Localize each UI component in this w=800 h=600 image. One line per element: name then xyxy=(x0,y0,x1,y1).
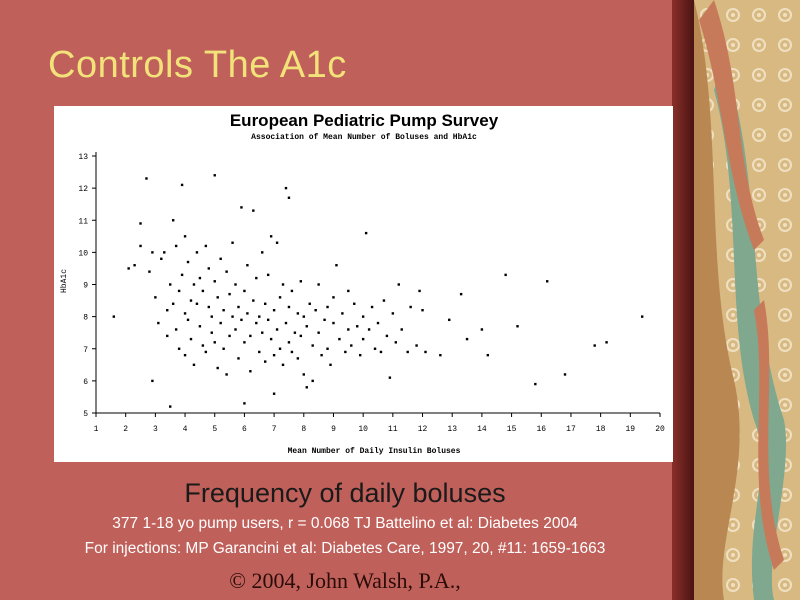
data-point xyxy=(395,341,397,343)
data-point xyxy=(341,312,343,314)
data-point xyxy=(276,328,278,330)
data-point xyxy=(196,303,198,305)
data-point xyxy=(359,354,361,356)
data-point xyxy=(169,283,171,285)
data-point xyxy=(285,187,287,189)
x-tick-label: 11 xyxy=(388,425,398,434)
data-point xyxy=(166,335,168,337)
x-tick-label: 16 xyxy=(536,425,547,434)
x-tick-label: 10 xyxy=(358,425,368,434)
data-point xyxy=(564,373,566,375)
data-point xyxy=(261,331,263,333)
data-point xyxy=(593,344,595,346)
data-point xyxy=(231,242,233,244)
data-point xyxy=(273,393,275,395)
data-point xyxy=(211,315,213,317)
data-point xyxy=(356,325,358,327)
data-point xyxy=(113,315,115,317)
data-point xyxy=(326,306,328,308)
data-point xyxy=(184,235,186,237)
data-point xyxy=(460,293,462,295)
data-point xyxy=(234,328,236,330)
y-tick-label: 10 xyxy=(78,249,88,259)
data-point xyxy=(409,306,411,308)
data-point xyxy=(389,376,391,378)
data-point xyxy=(386,335,388,337)
x-tick-label: 1 xyxy=(93,425,99,434)
data-point xyxy=(243,290,245,292)
decorative-side-panel xyxy=(694,0,800,600)
data-point xyxy=(139,245,141,247)
data-point xyxy=(276,242,278,244)
data-point xyxy=(190,299,192,301)
data-point xyxy=(214,280,216,282)
data-point xyxy=(288,197,290,199)
data-point xyxy=(317,283,319,285)
data-point xyxy=(187,319,189,321)
data-point xyxy=(208,306,210,308)
data-point xyxy=(365,232,367,234)
data-point xyxy=(181,274,183,276)
data-point xyxy=(362,338,364,340)
x-tick-label: 4 xyxy=(182,425,188,434)
data-point xyxy=(258,351,260,353)
data-point xyxy=(320,354,322,356)
x-tick-label: 13 xyxy=(447,425,458,434)
data-point xyxy=(311,380,313,382)
data-point xyxy=(371,306,373,308)
y-tick-label: 12 xyxy=(78,185,88,195)
data-point xyxy=(329,364,331,366)
data-point xyxy=(347,290,349,292)
y-tick-label: 11 xyxy=(78,217,88,227)
data-point xyxy=(294,331,296,333)
y-tick-label: 6 xyxy=(83,377,88,387)
data-point xyxy=(148,270,150,272)
data-point xyxy=(175,328,177,330)
data-point xyxy=(243,341,245,343)
data-point xyxy=(249,335,251,337)
data-point xyxy=(326,348,328,350)
data-point xyxy=(225,373,227,375)
data-point xyxy=(237,306,239,308)
y-tick-label: 8 xyxy=(83,313,88,323)
data-point xyxy=(504,274,506,276)
data-point xyxy=(297,357,299,359)
data-point xyxy=(252,299,254,301)
data-point xyxy=(240,206,242,208)
caption-main: Frequency of daily boluses xyxy=(184,478,506,508)
data-point xyxy=(166,309,168,311)
data-point xyxy=(516,325,518,327)
data-point xyxy=(291,351,293,353)
data-point xyxy=(605,341,607,343)
data-point xyxy=(133,264,135,266)
data-point xyxy=(282,364,284,366)
data-point xyxy=(303,373,305,375)
data-point xyxy=(264,303,266,305)
slide-edge-shadow xyxy=(672,0,694,600)
data-point xyxy=(219,258,221,260)
x-axis-label: Mean Number of Daily Insulin Boluses xyxy=(287,447,461,456)
data-point xyxy=(222,309,224,311)
data-point xyxy=(184,354,186,356)
data-point xyxy=(196,251,198,253)
data-point xyxy=(228,335,230,337)
data-point xyxy=(270,235,272,237)
data-point xyxy=(353,303,355,305)
x-tick-label: 15 xyxy=(506,425,517,434)
data-point xyxy=(199,325,201,327)
data-point xyxy=(178,290,180,292)
scatter-chart xyxy=(54,106,673,462)
data-point xyxy=(214,174,216,176)
data-point xyxy=(279,348,281,350)
data-point xyxy=(237,357,239,359)
data-point xyxy=(285,322,287,324)
data-point xyxy=(172,219,174,221)
x-tick-label: 19 xyxy=(625,425,636,434)
x-tick-label: 12 xyxy=(417,425,428,434)
data-point xyxy=(288,341,290,343)
data-point xyxy=(424,351,426,353)
data-point xyxy=(222,348,224,350)
data-point xyxy=(261,251,263,253)
data-point xyxy=(317,331,319,333)
data-point xyxy=(151,380,153,382)
data-point xyxy=(187,261,189,263)
data-point xyxy=(641,315,643,317)
y-tick-label: 7 xyxy=(83,345,88,355)
x-tick-label: 17 xyxy=(566,425,576,434)
data-point xyxy=(466,338,468,340)
data-point xyxy=(418,290,420,292)
chart-subtitle: Association of Mean Number of Boluses and HbA1c xyxy=(251,133,477,142)
data-point xyxy=(374,348,376,350)
data-point xyxy=(332,296,334,298)
data-point xyxy=(151,251,153,253)
data-point xyxy=(181,184,183,186)
data-point xyxy=(323,319,325,321)
data-point xyxy=(246,264,248,266)
data-point xyxy=(217,296,219,298)
data-point xyxy=(332,322,334,324)
x-tick-label: 2 xyxy=(123,425,129,434)
data-point xyxy=(546,280,548,282)
data-point xyxy=(306,386,308,388)
x-tick-label: 5 xyxy=(212,425,218,434)
data-point xyxy=(178,348,180,350)
data-point xyxy=(288,306,290,308)
slide-title: Controls The A1c xyxy=(48,44,347,86)
data-point xyxy=(157,322,159,324)
data-point xyxy=(264,360,266,362)
data-point xyxy=(193,364,195,366)
x-tick-label: 14 xyxy=(477,425,487,434)
data-point xyxy=(217,367,219,369)
data-point xyxy=(481,328,483,330)
y-tick-label: 5 xyxy=(83,410,88,419)
data-point xyxy=(421,309,423,311)
data-point xyxy=(246,312,248,314)
data-point xyxy=(448,319,450,321)
x-tick-label: 7 xyxy=(271,425,277,434)
data-point xyxy=(303,315,305,317)
data-point xyxy=(205,245,207,247)
chart-container xyxy=(54,106,673,462)
data-point xyxy=(169,405,171,407)
data-point xyxy=(439,354,441,356)
copyright-notice: © 2004, John Walsh, P.A., xyxy=(229,568,461,593)
caption-study-info: 377 1-18 yo pump users, r = 0.068 TJ Battelino et al: Diabetes 2004 xyxy=(112,515,578,532)
data-point xyxy=(273,354,275,356)
data-point xyxy=(335,264,337,266)
data-point xyxy=(309,303,311,305)
data-point xyxy=(154,296,156,298)
data-point xyxy=(279,296,281,298)
data-point xyxy=(145,177,147,179)
data-point xyxy=(306,325,308,327)
data-point xyxy=(300,280,302,282)
data-point xyxy=(344,351,346,353)
data-point xyxy=(243,402,245,404)
data-point xyxy=(172,303,174,305)
data-point xyxy=(202,344,204,346)
data-point xyxy=(311,344,313,346)
data-point xyxy=(267,319,269,321)
data-point xyxy=(297,312,299,314)
data-point xyxy=(314,309,316,311)
data-point xyxy=(267,274,269,276)
data-point xyxy=(219,322,221,324)
data-point xyxy=(338,338,340,340)
data-point xyxy=(362,315,364,317)
data-point xyxy=(282,283,284,285)
data-point xyxy=(291,290,293,292)
data-point xyxy=(199,277,201,279)
data-point xyxy=(240,319,242,321)
data-point xyxy=(228,293,230,295)
data-point xyxy=(377,322,379,324)
data-point xyxy=(214,341,216,343)
caption-injection-reference: For injections: MP Garancini et al: Diabetes Care, 1997, 20, #11: 1659-1663 xyxy=(84,540,606,557)
data-point xyxy=(175,245,177,247)
data-point xyxy=(415,344,417,346)
data-point xyxy=(193,283,195,285)
data-point xyxy=(231,315,233,317)
chart-axes xyxy=(78,152,665,434)
data-point xyxy=(347,328,349,330)
y-tick-label: 13 xyxy=(78,153,88,162)
chart-title: European Pediatric Pump Survey xyxy=(229,111,499,130)
x-tick-label: 8 xyxy=(301,425,307,434)
data-point xyxy=(273,309,275,311)
data-point xyxy=(255,277,257,279)
data-point xyxy=(249,370,251,372)
data-point xyxy=(184,312,186,314)
x-tick-label: 9 xyxy=(331,425,336,434)
data-point xyxy=(208,267,210,269)
data-point xyxy=(380,351,382,353)
data-point xyxy=(252,209,254,211)
data-points xyxy=(113,174,644,408)
data-point xyxy=(255,322,257,324)
x-tick-label: 6 xyxy=(242,425,247,434)
y-axis-label: HbA1c xyxy=(60,268,69,294)
data-point xyxy=(211,331,213,333)
data-point xyxy=(139,222,141,224)
data-point xyxy=(406,351,408,353)
data-point xyxy=(160,258,162,260)
data-point xyxy=(205,351,207,353)
data-point xyxy=(383,299,385,301)
x-tick-label: 18 xyxy=(595,425,606,434)
data-point xyxy=(534,383,536,385)
data-point xyxy=(190,338,192,340)
data-point xyxy=(234,283,236,285)
data-point xyxy=(127,267,129,269)
data-point xyxy=(270,338,272,340)
x-tick-label: 3 xyxy=(152,425,158,434)
data-point xyxy=(368,328,370,330)
data-point xyxy=(300,335,302,337)
data-point xyxy=(350,344,352,346)
data-point xyxy=(487,354,489,356)
data-point xyxy=(202,290,204,292)
x-tick-label: 20 xyxy=(655,425,665,434)
data-point xyxy=(225,270,227,272)
data-point xyxy=(163,251,165,253)
y-tick-label: 9 xyxy=(83,281,88,291)
data-point xyxy=(392,312,394,314)
data-point xyxy=(401,328,403,330)
data-point xyxy=(258,315,260,317)
data-point xyxy=(398,283,400,285)
